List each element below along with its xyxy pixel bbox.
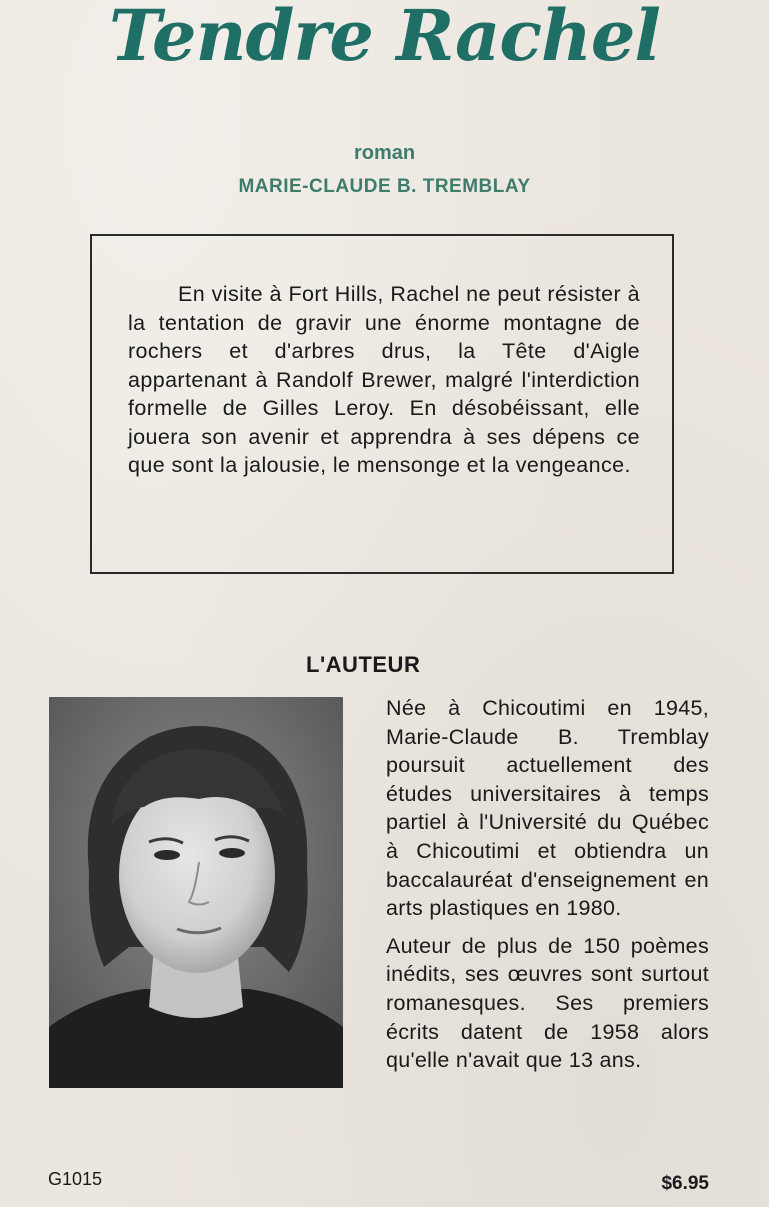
author-bio-paragraph: Auteur de plus de 150 poèmes inédits, ses œuvres sont surtout romanesques. Ses premiers écrits datent de 1958 alors qu'elle n'avait que 13 ans.	[386, 933, 709, 1073]
about-author-heading: L'AUTEUR	[306, 652, 421, 677]
book-title: Tendre Rachel	[109, 0, 660, 77]
catalog-code: G1015	[48, 1169, 103, 1189]
author-bio-paragraph: Née à Chicoutimi en 1945, Marie-Claude B. Tremblay poursuit actuellement des études universitaires à temps partiel à l'Université du Québec à Chicoutimi et obtiendra un baccalauréat d'enseignement en arts plastiques en 1980.	[386, 696, 709, 921]
book-author: MARIE-CLAUDE B. TREMBLAY	[238, 176, 531, 197]
price: $6.95	[661, 1173, 709, 1194]
book-genre: roman	[353, 142, 416, 164]
author-bio	[386, 694, 709, 1084]
blurb-text: En visite à Fort Hills, Rachel ne peut résister à la tentation de gravir une énorme montagne de rochers et d'arbres drus, la Tête d'Aigle appartenant à Randolf Brewer, malgré l'interdiction formelle de Gilles Leroy. En désobéissant, elle jouera son avenir et apprendra à ses dépens ce que sont la jalousie, le mensonge et la vengeance.	[128, 282, 640, 477]
blurb-box	[90, 234, 674, 574]
author-photo	[49, 697, 343, 1088]
